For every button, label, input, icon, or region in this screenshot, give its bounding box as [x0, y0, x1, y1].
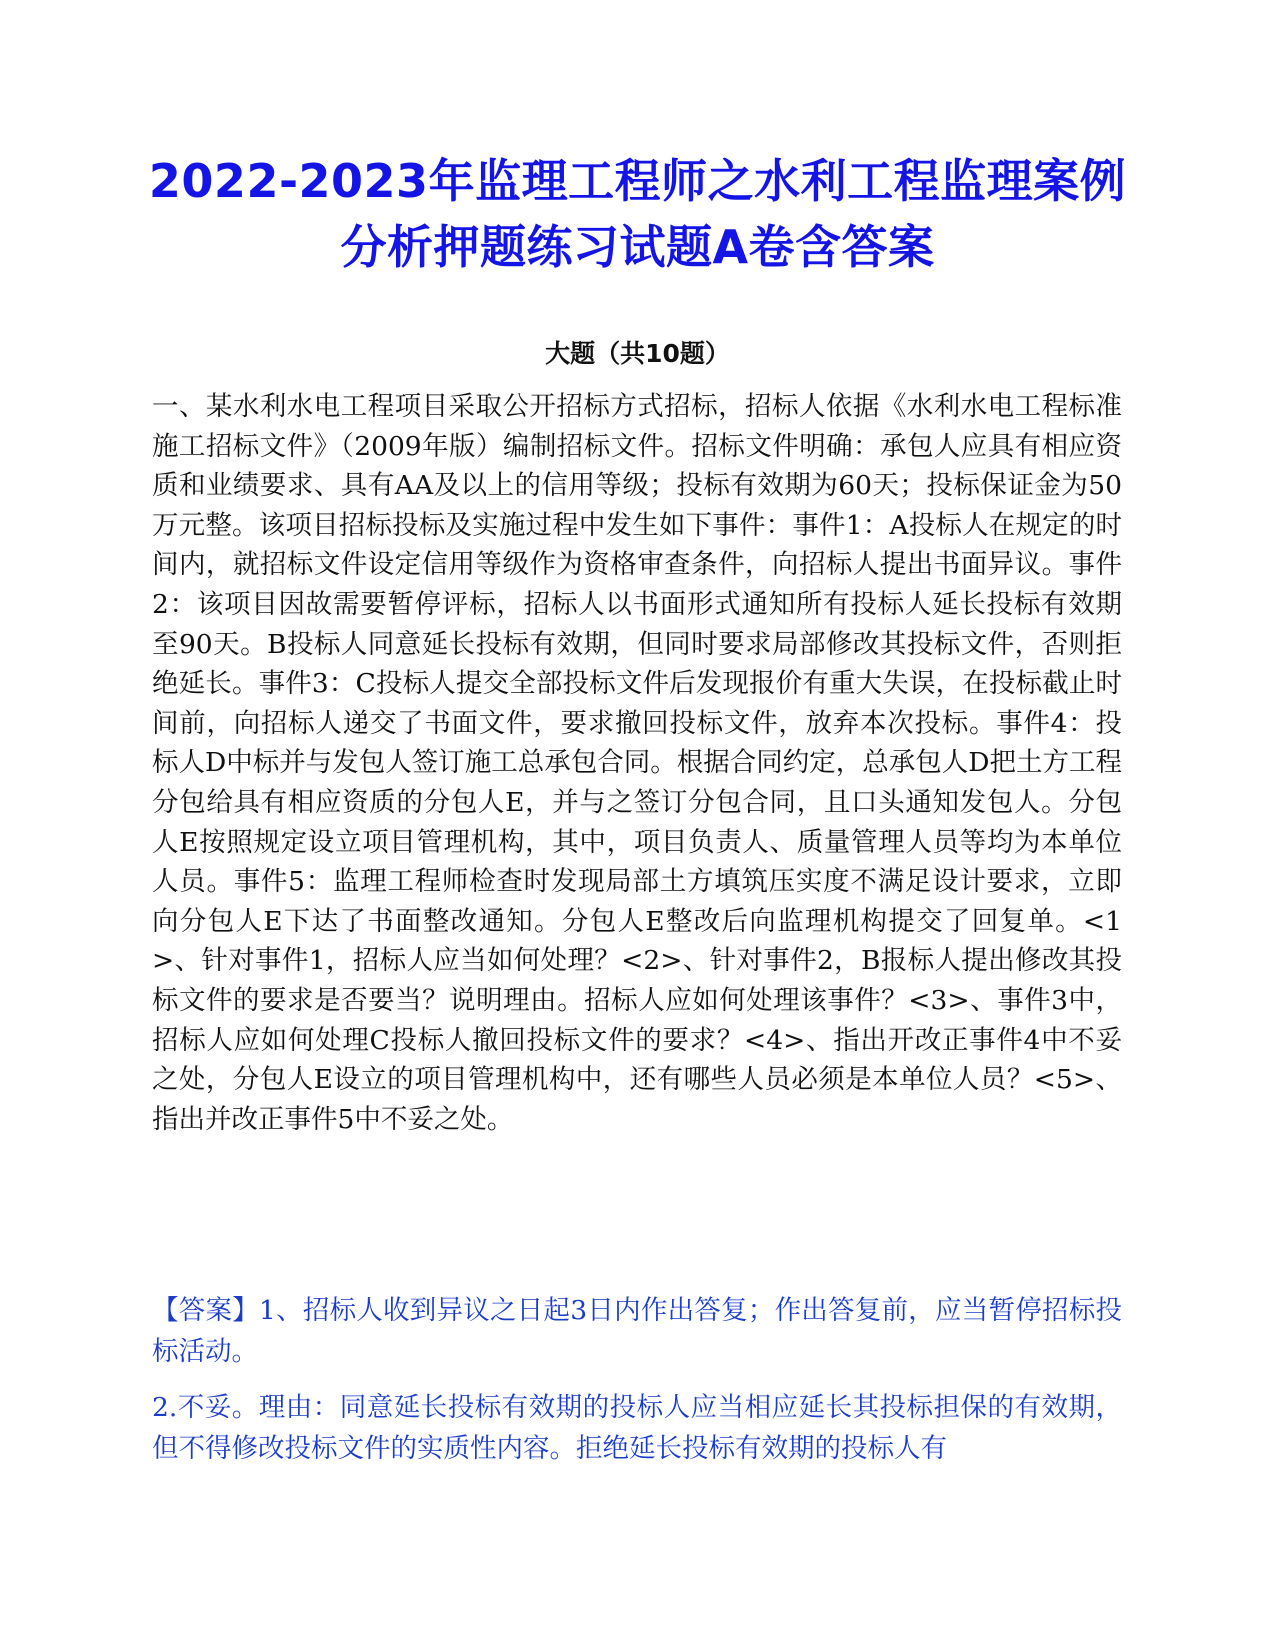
- answer-paragraph-1: 【答案】1、招标人收到异议之日起3日内作出答复；作出答复前，应当暂停招标投标活动。: [152, 1295, 1122, 1367]
- answer-paragraph-2: 2.不妥。理由：同意延长投标有效期的投标人应当相应延长其投标担保的有效期，但不得修改投标文件的实质性内容。拒绝延长投标有效期的投标人有: [152, 1392, 1122, 1464]
- document-title: 2022-2023年监理工程师之水利工程监理案例分析押题练习试题A卷含答案: [148, 154, 1127, 274]
- question-1-text: 一、某水利水电工程项目采取公开招标方式招标，招标人依据《水利水电工程标准施工招标文件》（2009年版）编制招标文件。招标文件明确：承包人应具有相应资质和业绩要求、具有AA及以上的信用等级；投标有效期为60天；投标保证金为50万元整。该项目招标投标及实施过程中发生如下事件：事件1：A投标人在规定的时间内，就招标文件设定信用等级作为资格审查条件，向招标人提出书面异议。事件2：该项目因故需要暂停评标，招标人以书面形式通知所有投标人延长投标有效期至90天。B投标人同意延长投标有效期，但同时要求局部修改其投标文件，否则拒绝延长。事件3：C投标人提交全部投标文件后发现报价有重大失误，在投标截止时间前，向招标人递交了书面文件，要求撤回投标文件，放弃本次投标。事件4：投标人D中标并与发包人签订施工总承包合同。根据合同约定，总承包人D把土方工程分包给具有相应资质的分包人E，并与之签订分包合同，且口头通知发包人。分包人E按照规定设立项目管理机构，其中，项目负责人、质量管理人员等均为本单位人员。事件5：监理工程师检查时发现局部土方填筑压实度不满足设计要求，立即向分包人E下达了书面整改通知。分包人E整改后向监理机构提交了回复单。<1>、针对事件1，招标人应当如何处理？<2>、针对事件2，B报标人提出修改其投标文件的要求是否要当？说明理由。招标人应如何处理该事件？<3>、事件3中，招标人应如何处理C投标人撤回投标文件的要求？<4>、指出开改正事件4中不妥之处，分包人E设立的项目管理机构中，还有哪些人员必须是本单位人员？<5>、指出并改正事件5中不妥之处。: [152, 391, 1122, 1135]
- section-heading: 大题（共10题）: [545, 339, 730, 368]
